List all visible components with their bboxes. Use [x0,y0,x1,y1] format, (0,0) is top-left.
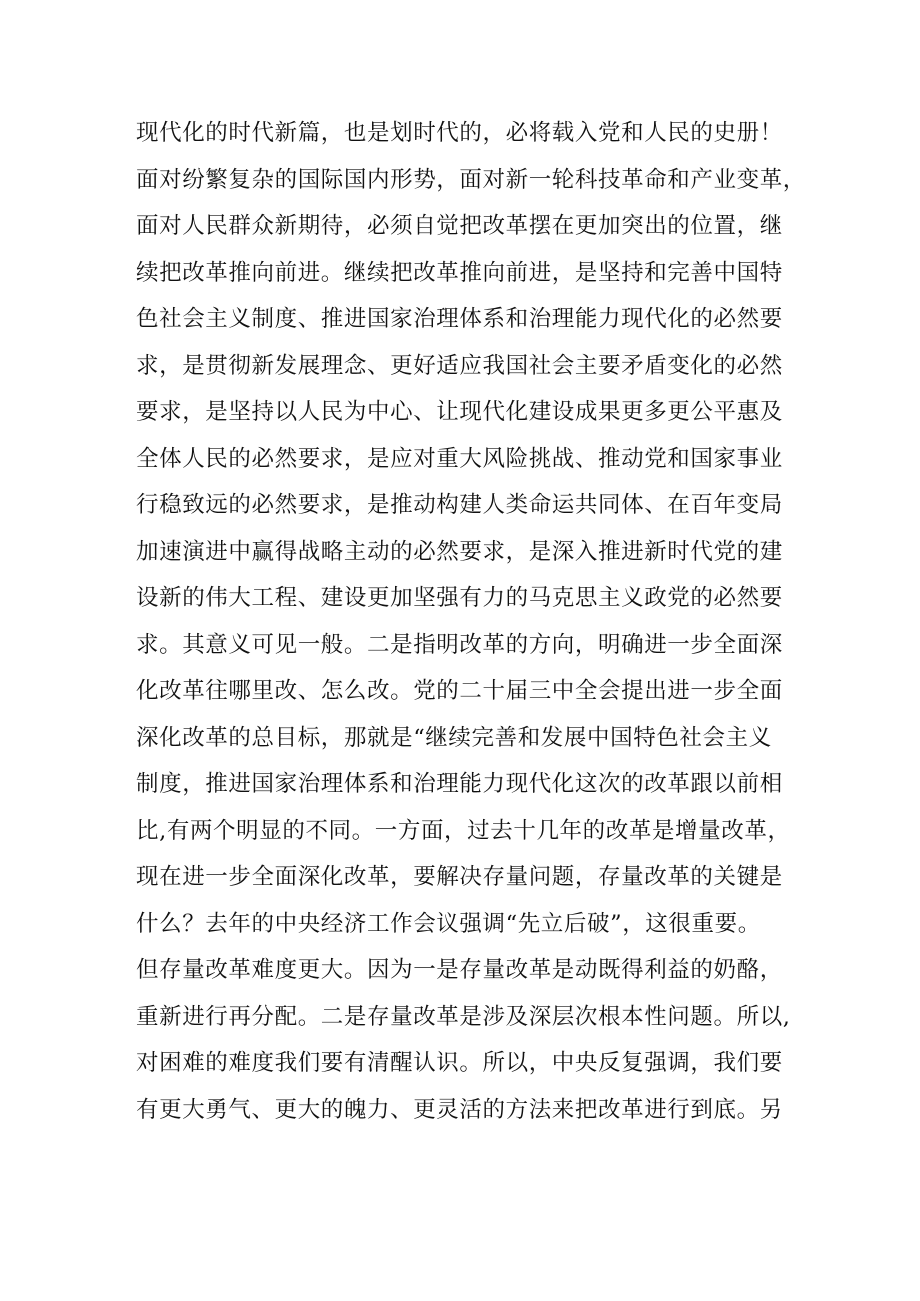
text-line: 续把改革推向前进。继续把改革推向前进，是坚持和完善中国特 [136,259,783,286]
text-line: 比,有两个明显的不同。一方面，过去十几年的改革是增量改革， [136,817,791,844]
text-line: 但存量改革难度更大。因为一是存量改革是动既得利益的奶酪， [136,957,783,983]
text-line: 什么？去年的中央经济工作会议强调“先立后破”，这很重要。 [136,910,761,937]
text-line: 现代化的时代新篇，也是划时代的，必将载入党和人民的史册！ [136,120,783,146]
text-line: 求，是贯彻新发展理念、更好适应我国社会主要矛盾变化的必然 [136,352,783,379]
text-line: 制度，推进国家治理体系和治理能力现代化这次的改革跟以前相 [136,771,783,797]
text-line: 化改革往哪里改、怎么改。党的二十届三中全会提出进一步全面 [136,678,783,704]
text-line: 设新的伟大工程、建设更加坚强有力的马克思主义政党的必然要 [136,585,783,611]
body-text [136,110,806,1133]
text-line: 现在进一步全面深化改革，要解决存量问题，存量改革的关键是 [136,864,783,890]
text-line: 全体人民的必然要求，是应对重大风险挑战、推动党和国家事业 [136,445,783,472]
text-line: 对困难的难度我们要有清醒认识。所以，中央反复强调，我们要 [136,1050,783,1076]
text-line: 深化改革的总目标，那就是“继续完善和发展中国特色社会主义 [136,724,772,751]
text-line: 重新进行再分配。二是存量改革是涉及深层次根本性问题。所以, [136,1003,791,1030]
text-line: 行稳致远的必然要求，是推动构建人类命运共同体、在百年变局 [136,492,783,518]
text-line: 面对人民群众新期待，必须自觉把改革摆在更加突出的位置，继 [136,213,783,239]
text-line: 加速演进中赢得战略主动的必然要求，是深入推进新时代党的建 [136,538,783,565]
text-line: 要求，是坚持以人民为中心、让现代化建设成果更多更公平惠及 [136,399,783,425]
text-line: 色社会主义制度、推进国家治理体系和治理能力现代化的必然要 [136,306,783,332]
text-line: 求。其意义可见一般。二是指明改革的方向，明确进一步全面深 [136,631,783,658]
text-line: 有更大勇气、更大的魄力、更灵活的方法来把改革进行到底。另 [136,1096,783,1123]
text-line: 面对纷繁复杂的国际国内形势，面对新一轮科技革命和产业变革， [136,166,806,193]
